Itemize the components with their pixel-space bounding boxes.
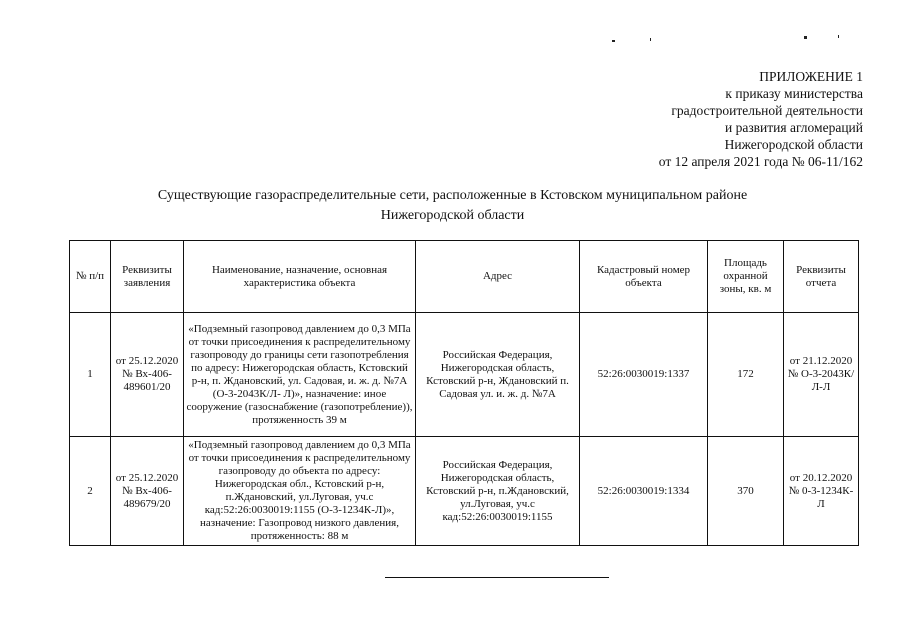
table-row xyxy=(70,437,859,546)
cell-report: от 21.12.2020 № О-3-2043К/Л-Л xyxy=(784,313,859,437)
appendix-line: и развития агломераций xyxy=(724,120,863,135)
footer-divider xyxy=(385,577,609,578)
column-header-address: Адрес xyxy=(416,241,580,313)
cell-report: от 20.12.2020 № 0-3-1234К-Л xyxy=(784,437,859,546)
cell-num: 1 xyxy=(70,313,111,437)
cell-cadastral: 52:26:0030019:1337 xyxy=(580,313,708,437)
cell-application: от 25.12.2020 № Вх-406-489679/20 xyxy=(111,437,184,546)
appendix-line: Нижегородской области xyxy=(724,137,863,152)
scan-speck xyxy=(838,35,839,38)
column-header-area: Площадь охранной зоны, кв. м xyxy=(708,241,784,313)
cell-description: «Подземный газопровод давлением до 0,3 МПа от точки присоединения к распределительному газопроводу до объекта по адресу: Нижегородская обл., Кстовский р-н, п.Ждановский, ул.Луговая, уч.с кад:52:26:0030019:1155 (О-3-1234К-Л)», назначение: Газопровод низкого давления, протяженность: 88 м xyxy=(184,437,416,546)
cell-application: от 25.12.2020 № Вх-406-489601/20 xyxy=(111,313,184,437)
scan-speck xyxy=(612,40,615,42)
scan-speck xyxy=(804,36,807,39)
table-row xyxy=(70,313,859,437)
column-header-cadastral: Кадастровый номер объекта xyxy=(580,241,708,313)
column-header-report: Реквизиты отчета xyxy=(784,241,859,313)
scan-speck xyxy=(650,38,651,41)
appendix-title: ПРИЛОЖЕНИЕ 1 xyxy=(759,69,863,84)
column-header-description: Наименование, назначение, основная характеристика объекта xyxy=(184,241,416,313)
appendix-date: от 12 апреля 2021 года № 06-11/162 xyxy=(658,154,863,169)
title-line-2: Нижегородской области xyxy=(380,208,525,223)
title-line-1: Существующие газораспределительные сети, расположенные в Кстовском муниципальном районе xyxy=(157,188,748,203)
appendix-line: к приказу министерства xyxy=(725,86,863,101)
cell-area: 370 xyxy=(708,437,784,546)
appendix-line: градостроительной деятельности xyxy=(671,103,863,118)
gas-networks-table xyxy=(69,240,859,546)
cell-address: Российская Федерация, Нижегородская область, Кстовский р-н, п.Ждановский, ул.Луговая, уч.с кад:52:26:0030019:1155 xyxy=(416,437,580,546)
cell-area: 172 xyxy=(708,313,784,437)
appendix-header xyxy=(659,68,863,170)
column-header-num: № п/п xyxy=(70,241,111,313)
cell-description: «Подземный газопровод давлением до 0,3 МПа от точки присоединения к распределительному газопроводу до границы сети газопотребления по адресу: Нижегородская область, Кстовский р-н, п. Ждановский, ул. Садовая, и. ж. д. №7А (О-3-2043К/Л- Л)», назначение: иное сооружение (газоснабжение (газопотребление)), протяженность 39 м xyxy=(184,313,416,437)
cell-address: Российская Федерация, Нижегородская область, Кстовский р-н, Ждановский п. Садовая ул. и. ж. д. №7А xyxy=(416,313,580,437)
document-title xyxy=(0,186,905,226)
cell-num: 2 xyxy=(70,437,111,546)
column-header-application: Реквизиты заявления xyxy=(111,241,184,313)
cell-cadastral: 52:26:0030019:1334 xyxy=(580,437,708,546)
table-header-row xyxy=(70,241,859,313)
